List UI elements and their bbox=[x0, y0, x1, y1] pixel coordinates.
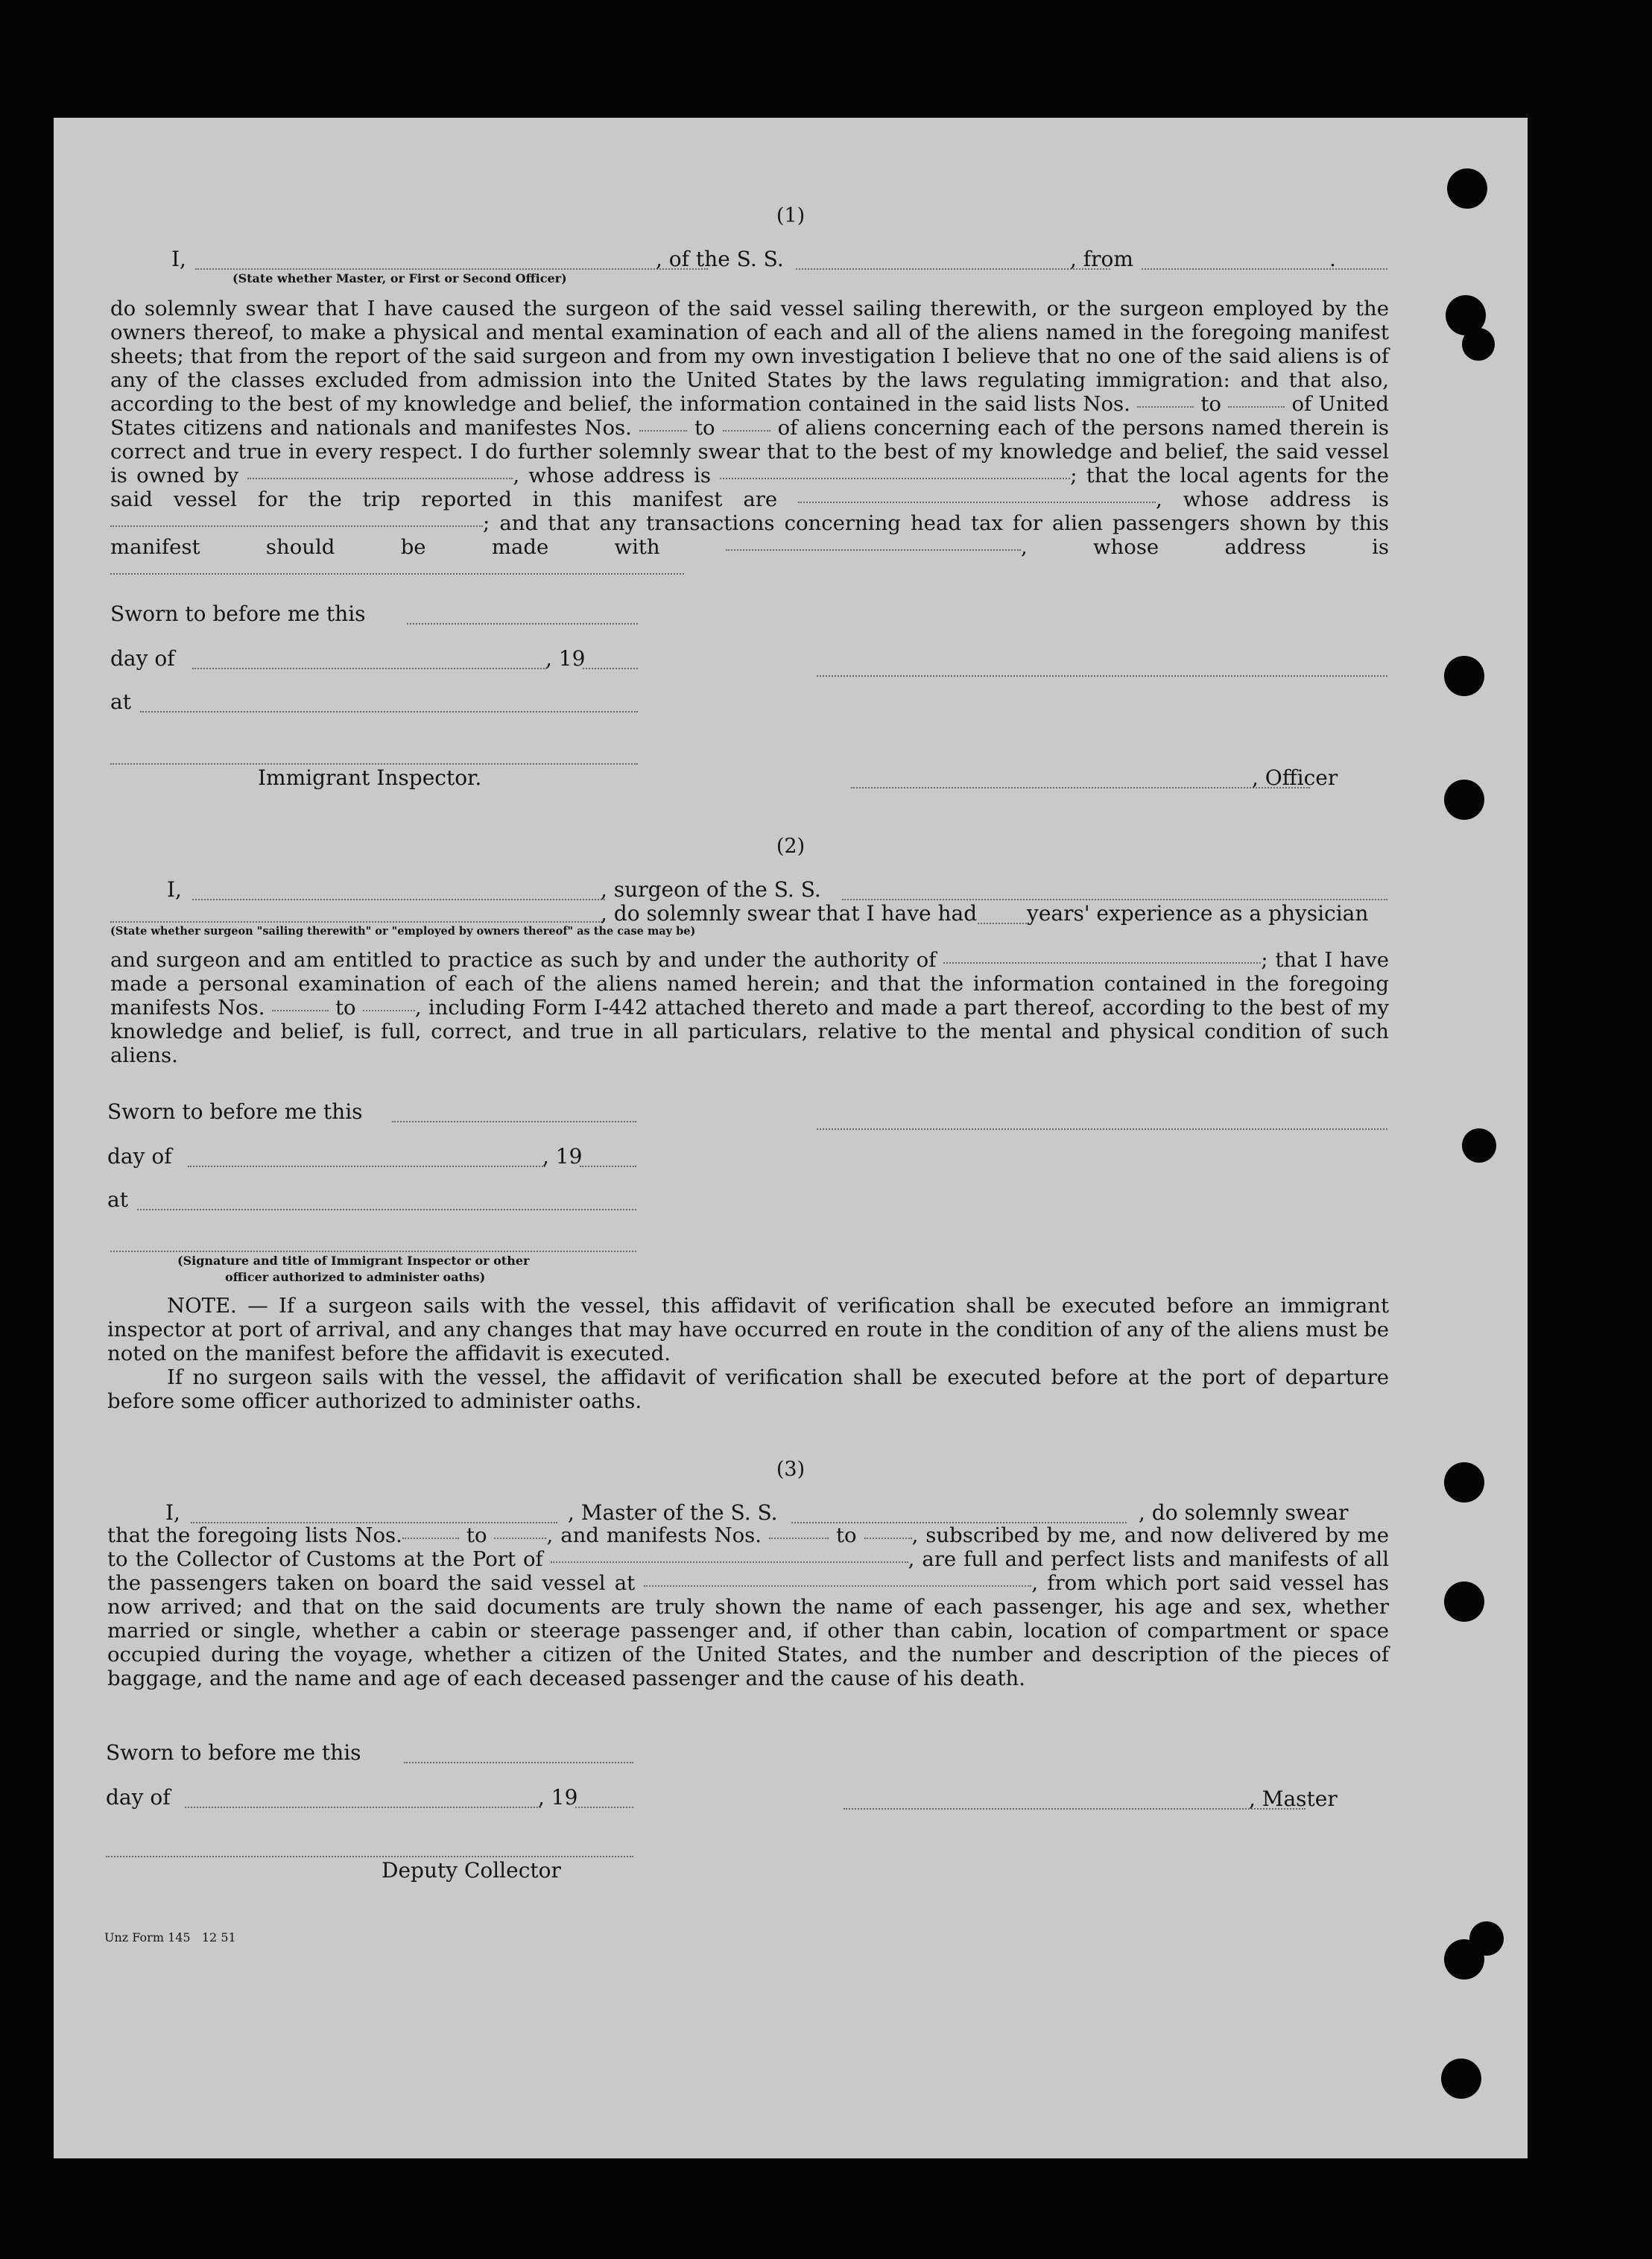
section-3-list-to-field[interactable] bbox=[494, 1538, 546, 1539]
alien-manifest-from-field[interactable] bbox=[639, 430, 687, 432]
vessel-owner-field[interactable] bbox=[247, 478, 513, 479]
section-2-number: (2) bbox=[776, 835, 806, 858]
owner-address-field[interactable] bbox=[720, 478, 1070, 479]
section-1-text-part: to bbox=[694, 416, 715, 440]
section-3-text-part: , subscribed by me, and now delivered by me to the Collector of Customs at the Port of bbox=[107, 1523, 1390, 1571]
form-identifier: Unz Form 145 12 51 bbox=[104, 1930, 236, 1944]
officer-label: , Officer bbox=[1252, 765, 1338, 790]
binder-hole bbox=[1462, 1128, 1496, 1163]
section-1-text-part: do solemnly swear that I have caused the surgeon of the said vessel sailing therewith, or the surgeon employed by the owners thereof, to make a physical and mental examination of each and all of the aliens named in the foregoing manifest sheets; that from the report of the said surgeon and from my own investigation I believe that no one of the said aliens is of any of the classes excluded from admission into the United States by the laws regulating immigration: and that also, according to the best of my knowledge and belief, the information contained in the said lists Nos. bbox=[110, 297, 1389, 416]
section-1-text-part: to bbox=[1200, 392, 1221, 416]
surgeon-status-field[interactable] bbox=[110, 921, 602, 923]
section-2-ship-name-field[interactable] bbox=[842, 899, 1387, 900]
section-3-number: (3) bbox=[776, 1458, 806, 1481]
signature-title-note: (Signature and title of Immigrant Inspector or other bbox=[177, 1254, 530, 1268]
section-3-text-part: , are full and perfect lists and manifests of all the passengers taken on board the said vessel at bbox=[107, 1547, 1389, 1595]
section-3-manifest-from-field[interactable] bbox=[769, 1538, 829, 1539]
section-1-officer-signature-field[interactable] bbox=[817, 675, 1387, 677]
section-1-text-part: of United States citizens and nationals and manifestes Nos. bbox=[110, 392, 1390, 440]
section-2-text-part: and surgeon and am entitled to practice as such by and under the authority of bbox=[110, 948, 937, 972]
section-1-year-field[interactable] bbox=[583, 668, 638, 669]
section-1-ss-label: , of the S. S. bbox=[656, 247, 784, 271]
section-1-from-label: , from bbox=[1070, 247, 1133, 271]
binder-hole bbox=[1469, 1921, 1504, 1956]
section-3-swear-label: , do solemnly swear bbox=[1139, 1500, 1349, 1525]
alien-manifest-to-field[interactable] bbox=[723, 430, 770, 432]
section-1-text-part: ; that the local agents for the said vessel for the trip reported in this manifest are bbox=[110, 464, 1389, 511]
section-2-text-part: to bbox=[335, 996, 356, 1020]
citizen-list-to-field[interactable] bbox=[1228, 406, 1285, 408]
inspector-signature-field[interactable] bbox=[110, 763, 638, 765]
section-2-day-field[interactable] bbox=[188, 1166, 545, 1167]
section-2-sworn-label: Sworn to before me this bbox=[107, 1099, 363, 1124]
section-3-text-part: , from which port said vessel has now arrived; and that on the said documents are truly shown the name of each passenger, his age and sex, whether married or single, whether a cabin or steerage passenger and, if other than cabin, location of compartment or space occupied during the voyage, whether a citizen of the United States, and the number and description of the pieces of baggage, and the name and age of each deceased passenger and the cause of his death. bbox=[107, 1571, 1389, 1690]
departure-port-field[interactable] bbox=[644, 1585, 1031, 1587]
master-signature-field[interactable] bbox=[844, 1808, 1306, 1810]
binder-hole bbox=[1444, 656, 1484, 696]
officer-name-field[interactable] bbox=[195, 268, 708, 270]
section-1-text-part: whose address is bbox=[1093, 535, 1389, 559]
section-3-sworn-label: Sworn to before me this bbox=[106, 1740, 361, 1765]
binder-hole bbox=[1444, 780, 1484, 820]
section-2-year-label: , 19 bbox=[542, 1144, 583, 1169]
section-3-year-label: , 19 bbox=[538, 1785, 578, 1810]
section-3-text-part: , and manifests Nos. bbox=[546, 1523, 762, 1547]
binder-hole bbox=[1462, 328, 1495, 361]
section-2-years-label: years' experience as a physician bbox=[1027, 901, 1369, 926]
binder-hole bbox=[1444, 1582, 1484, 1622]
arrival-port-field[interactable] bbox=[551, 1561, 908, 1563]
section-1-i: I, bbox=[171, 247, 186, 271]
section-1-number: (1) bbox=[776, 204, 806, 227]
binder-hole bbox=[1447, 168, 1487, 209]
section-1-text-part: ; and that any transactions concerning head tax for alien passengers shown by this manifest should be made with bbox=[110, 511, 1389, 559]
origin-port-field[interactable] bbox=[1142, 268, 1387, 270]
section-2-sworn-field[interactable] bbox=[392, 1121, 636, 1122]
section-3-list-from-field[interactable] bbox=[402, 1538, 459, 1539]
section-3-day-field[interactable] bbox=[185, 1807, 541, 1808]
ship-name-field[interactable] bbox=[796, 268, 1110, 270]
section-2-at-field[interactable] bbox=[137, 1209, 636, 1210]
section-1-day-of-label: day of bbox=[110, 646, 175, 671]
section-2-surgeon-signature-field[interactable] bbox=[817, 1128, 1387, 1130]
section-2-surgeon-label: , surgeon of the S. S. bbox=[601, 877, 821, 902]
local-agents-field[interactable] bbox=[798, 502, 1156, 503]
section-2-i: I, bbox=[167, 877, 182, 902]
note-paragraph: If no surgeon sails with the vessel, the affidavit of verification shall be executed before at the port of departure before some officer authorized to administer oaths. bbox=[107, 1365, 1389, 1413]
signature-title-note: officer authorized to administer oaths) bbox=[225, 1270, 486, 1284]
section-2-at-label: at bbox=[107, 1187, 128, 1212]
head-tax-address-field[interactable] bbox=[110, 573, 684, 575]
section-2-oath-text bbox=[110, 948, 1389, 1067]
section-1-sworn-label: Sworn to before me this bbox=[110, 601, 366, 626]
surgeon-status-note: (State whether surgeon "sailing therewith" or "employed by owners thereof" as the case may be) bbox=[110, 925, 696, 938]
section-3-text-part: to bbox=[836, 1523, 857, 1547]
section-2-manifest-to-field[interactable] bbox=[363, 1010, 415, 1011]
agents-address-field[interactable] bbox=[110, 525, 483, 527]
section-1-day-field[interactable] bbox=[192, 668, 547, 669]
section-2-manifest-from-field[interactable] bbox=[272, 1010, 329, 1011]
section-2-text-part: , including Form I-442 attached thereto and made a part thereof, according to the best of my knowledge and belief, is full, correct, and true in all particulars, relative to the mental and physical condition of such aliens. bbox=[110, 996, 1390, 1067]
affidavit-form-page bbox=[54, 118, 1528, 2158]
surgeon-name-field[interactable] bbox=[192, 899, 605, 900]
section-3-oath-text bbox=[107, 1523, 1389, 1690]
section-3-manifest-to-field[interactable] bbox=[864, 1538, 912, 1539]
section-1-text-part: of aliens concerning each of the persons named therein is correct and true in every respect. I do further solemnly swear that to the best of my knowledge and belief, the said vessel is owned by bbox=[110, 416, 1389, 487]
section-1-text-part: , bbox=[1020, 535, 1028, 559]
section-2-inspector-signature-field[interactable] bbox=[110, 1251, 636, 1252]
immigrant-inspector-label: Immigrant Inspector. bbox=[258, 765, 482, 790]
deputy-collector-label: Deputy Collector bbox=[382, 1858, 561, 1883]
section-1-at-label: at bbox=[110, 689, 131, 714]
head-tax-contact-field[interactable] bbox=[726, 549, 1021, 551]
years-experience-field[interactable] bbox=[978, 923, 1027, 924]
section-2-year-field[interactable] bbox=[580, 1166, 636, 1167]
section-1-text-part: , whose address is bbox=[1156, 487, 1389, 511]
section-1-period: . bbox=[1329, 247, 1336, 271]
section-1-sworn-field[interactable] bbox=[407, 623, 638, 625]
deputy-collector-signature-field[interactable] bbox=[106, 1856, 633, 1857]
master-label: , Master bbox=[1249, 1786, 1338, 1811]
section-3-year-field[interactable] bbox=[575, 1807, 633, 1808]
section-1-year-label: , 19 bbox=[545, 646, 586, 671]
note-paragraph: NOTE. — If a surgeon sails with the vessel, this affidavit of verification shall be executed before an immigrant inspector at port of arrival, and any changes that may have occurred en route in the condition of any of the aliens must be noted on the manifest before the affidavit is executed. bbox=[107, 1294, 1389, 1365]
section-3-day-of-label: day of bbox=[106, 1785, 171, 1810]
section-3-i: I, bbox=[165, 1500, 180, 1525]
section-3-master-label: , Master of the S. S. bbox=[568, 1500, 778, 1525]
citizen-list-from-field[interactable] bbox=[1137, 406, 1194, 408]
section-1-text-part: , whose address is bbox=[513, 464, 712, 487]
section-3-text-part: that the foregoing lists Nos. bbox=[107, 1523, 402, 1547]
section-2-day-of-label: day of bbox=[107, 1144, 172, 1169]
section-1-oath-text bbox=[110, 297, 1389, 583]
officer-title-field[interactable] bbox=[851, 787, 1310, 789]
officer-rank-note: (State whether Master, or First or Second Officer) bbox=[232, 271, 567, 285]
practice-authority-field[interactable] bbox=[943, 962, 1261, 964]
section-2-text-part: ; that I have made a personal examination of each of the aliens named herein; and that the information contained in the foregoing manifests Nos. bbox=[110, 948, 1389, 1020]
binder-hole bbox=[1441, 2059, 1481, 2099]
section-1-at-field[interactable] bbox=[140, 711, 638, 713]
section-3-sworn-field[interactable] bbox=[404, 1762, 633, 1763]
section-3-text-part: to bbox=[466, 1523, 487, 1547]
section-2-swear-label: , do solemnly swear that I have had bbox=[601, 901, 978, 926]
